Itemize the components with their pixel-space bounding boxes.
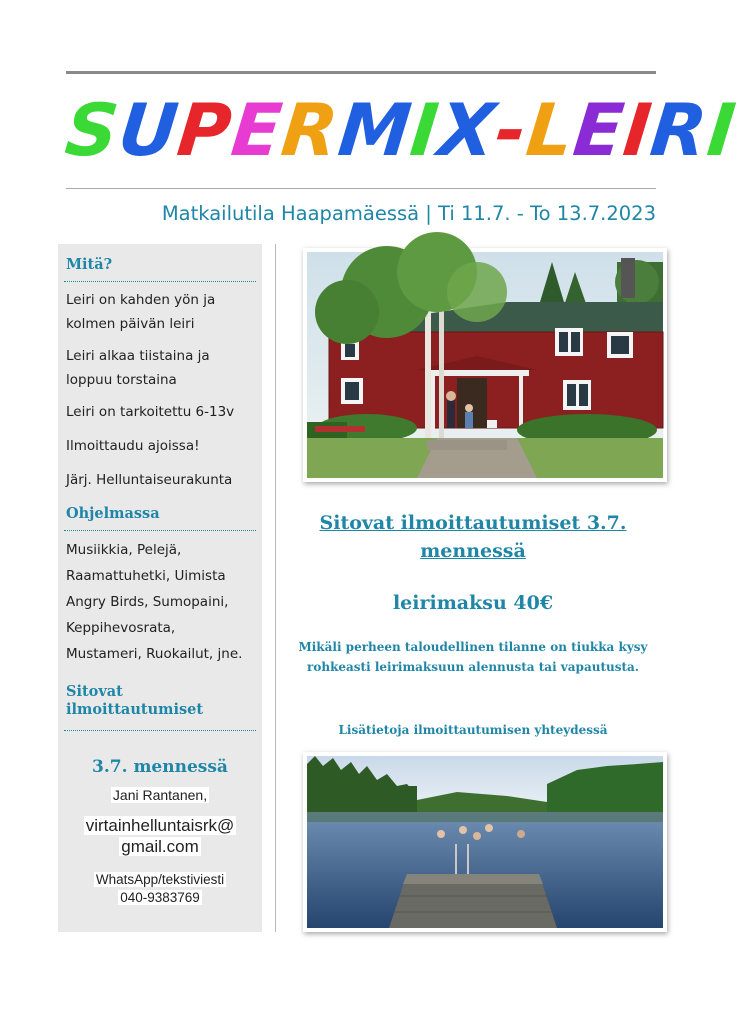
program-line: Raamattuhetki, Uimista (66, 568, 226, 584)
what-item: Leiri alkaa tiistaina ja loppuu torstaina (66, 348, 210, 388)
top-rule (66, 71, 656, 74)
what-item: Leiri on tarkoitettu 6-13v (66, 404, 235, 420)
camp-title (61, 78, 741, 182)
lake-photo (303, 752, 667, 932)
discount-note: Mikäli perheen taloudellinen tilanne on tiukka kysy rohkeasti leirimaksuun alennusta tai vapautusta. (298, 640, 648, 674)
title-letter: I (619, 88, 656, 172)
title-letter: I (703, 88, 741, 172)
column-divider (275, 244, 276, 932)
phone-number[interactable]: 040-9383769 (120, 890, 200, 905)
what-item: Ilmoittaudu ajoissa! (66, 438, 200, 454)
title-letter: E (227, 88, 287, 172)
what-item: Järj. Helluntaiseurakunta (66, 472, 233, 488)
program-line: Keppihevosrata, (66, 620, 176, 636)
title-letter: P (173, 88, 237, 172)
title-letter: R (647, 88, 713, 172)
title-letter: L (522, 88, 578, 172)
signup-divider (64, 730, 256, 731)
contact-email-line1[interactable]: virtainhelluntaisrk@ (85, 816, 235, 835)
what-item: Leiri on kahden yön ja kolmen päivän leiri (66, 292, 216, 332)
title-letter: S (61, 88, 124, 172)
house-photo (303, 248, 667, 482)
signup-title: Sitovat ilmoittautumiset 3.7. mennessä (319, 512, 627, 562)
more-info-note: Lisätietoja ilmoittautumisen yhteydessä (338, 723, 608, 737)
title-letter: I (406, 88, 444, 172)
program-line: Angry Birds, Sumopaini, (66, 594, 229, 610)
header-rule (66, 188, 656, 189)
title-letter: X (434, 88, 501, 172)
title-letter: E (569, 88, 629, 172)
deadline-text: 3.7. mennessä (92, 757, 228, 777)
location-date-subtitle: Matkailutila Haapamäessä | Ti 11.7. - To 13.7.2023 (161, 202, 656, 225)
title-letter: U (114, 88, 183, 172)
what-divider (64, 281, 256, 282)
camp-fee: leirimaksu 40€ (392, 592, 554, 614)
title-letter: - (491, 88, 532, 172)
program-line: Musiikkia, Pelejä, (66, 542, 182, 558)
title-letter: R (277, 88, 344, 172)
signup-heading: Sitovat ilmoittautumiset (66, 683, 204, 718)
contact-name: Jani Rantanen, (112, 787, 208, 803)
info-sidebar (58, 244, 262, 932)
what-heading: Mitä? (66, 256, 113, 273)
program-divider (64, 530, 256, 531)
contact-email-line2[interactable]: gmail.com (121, 837, 199, 856)
program-line: Mustameri, Ruokailut, jne. (66, 646, 243, 662)
title-letter: M (334, 88, 416, 172)
whatsapp-label: WhatsApp/tekstiviesti (95, 872, 225, 887)
program-heading: Ohjelmassa (66, 505, 160, 522)
